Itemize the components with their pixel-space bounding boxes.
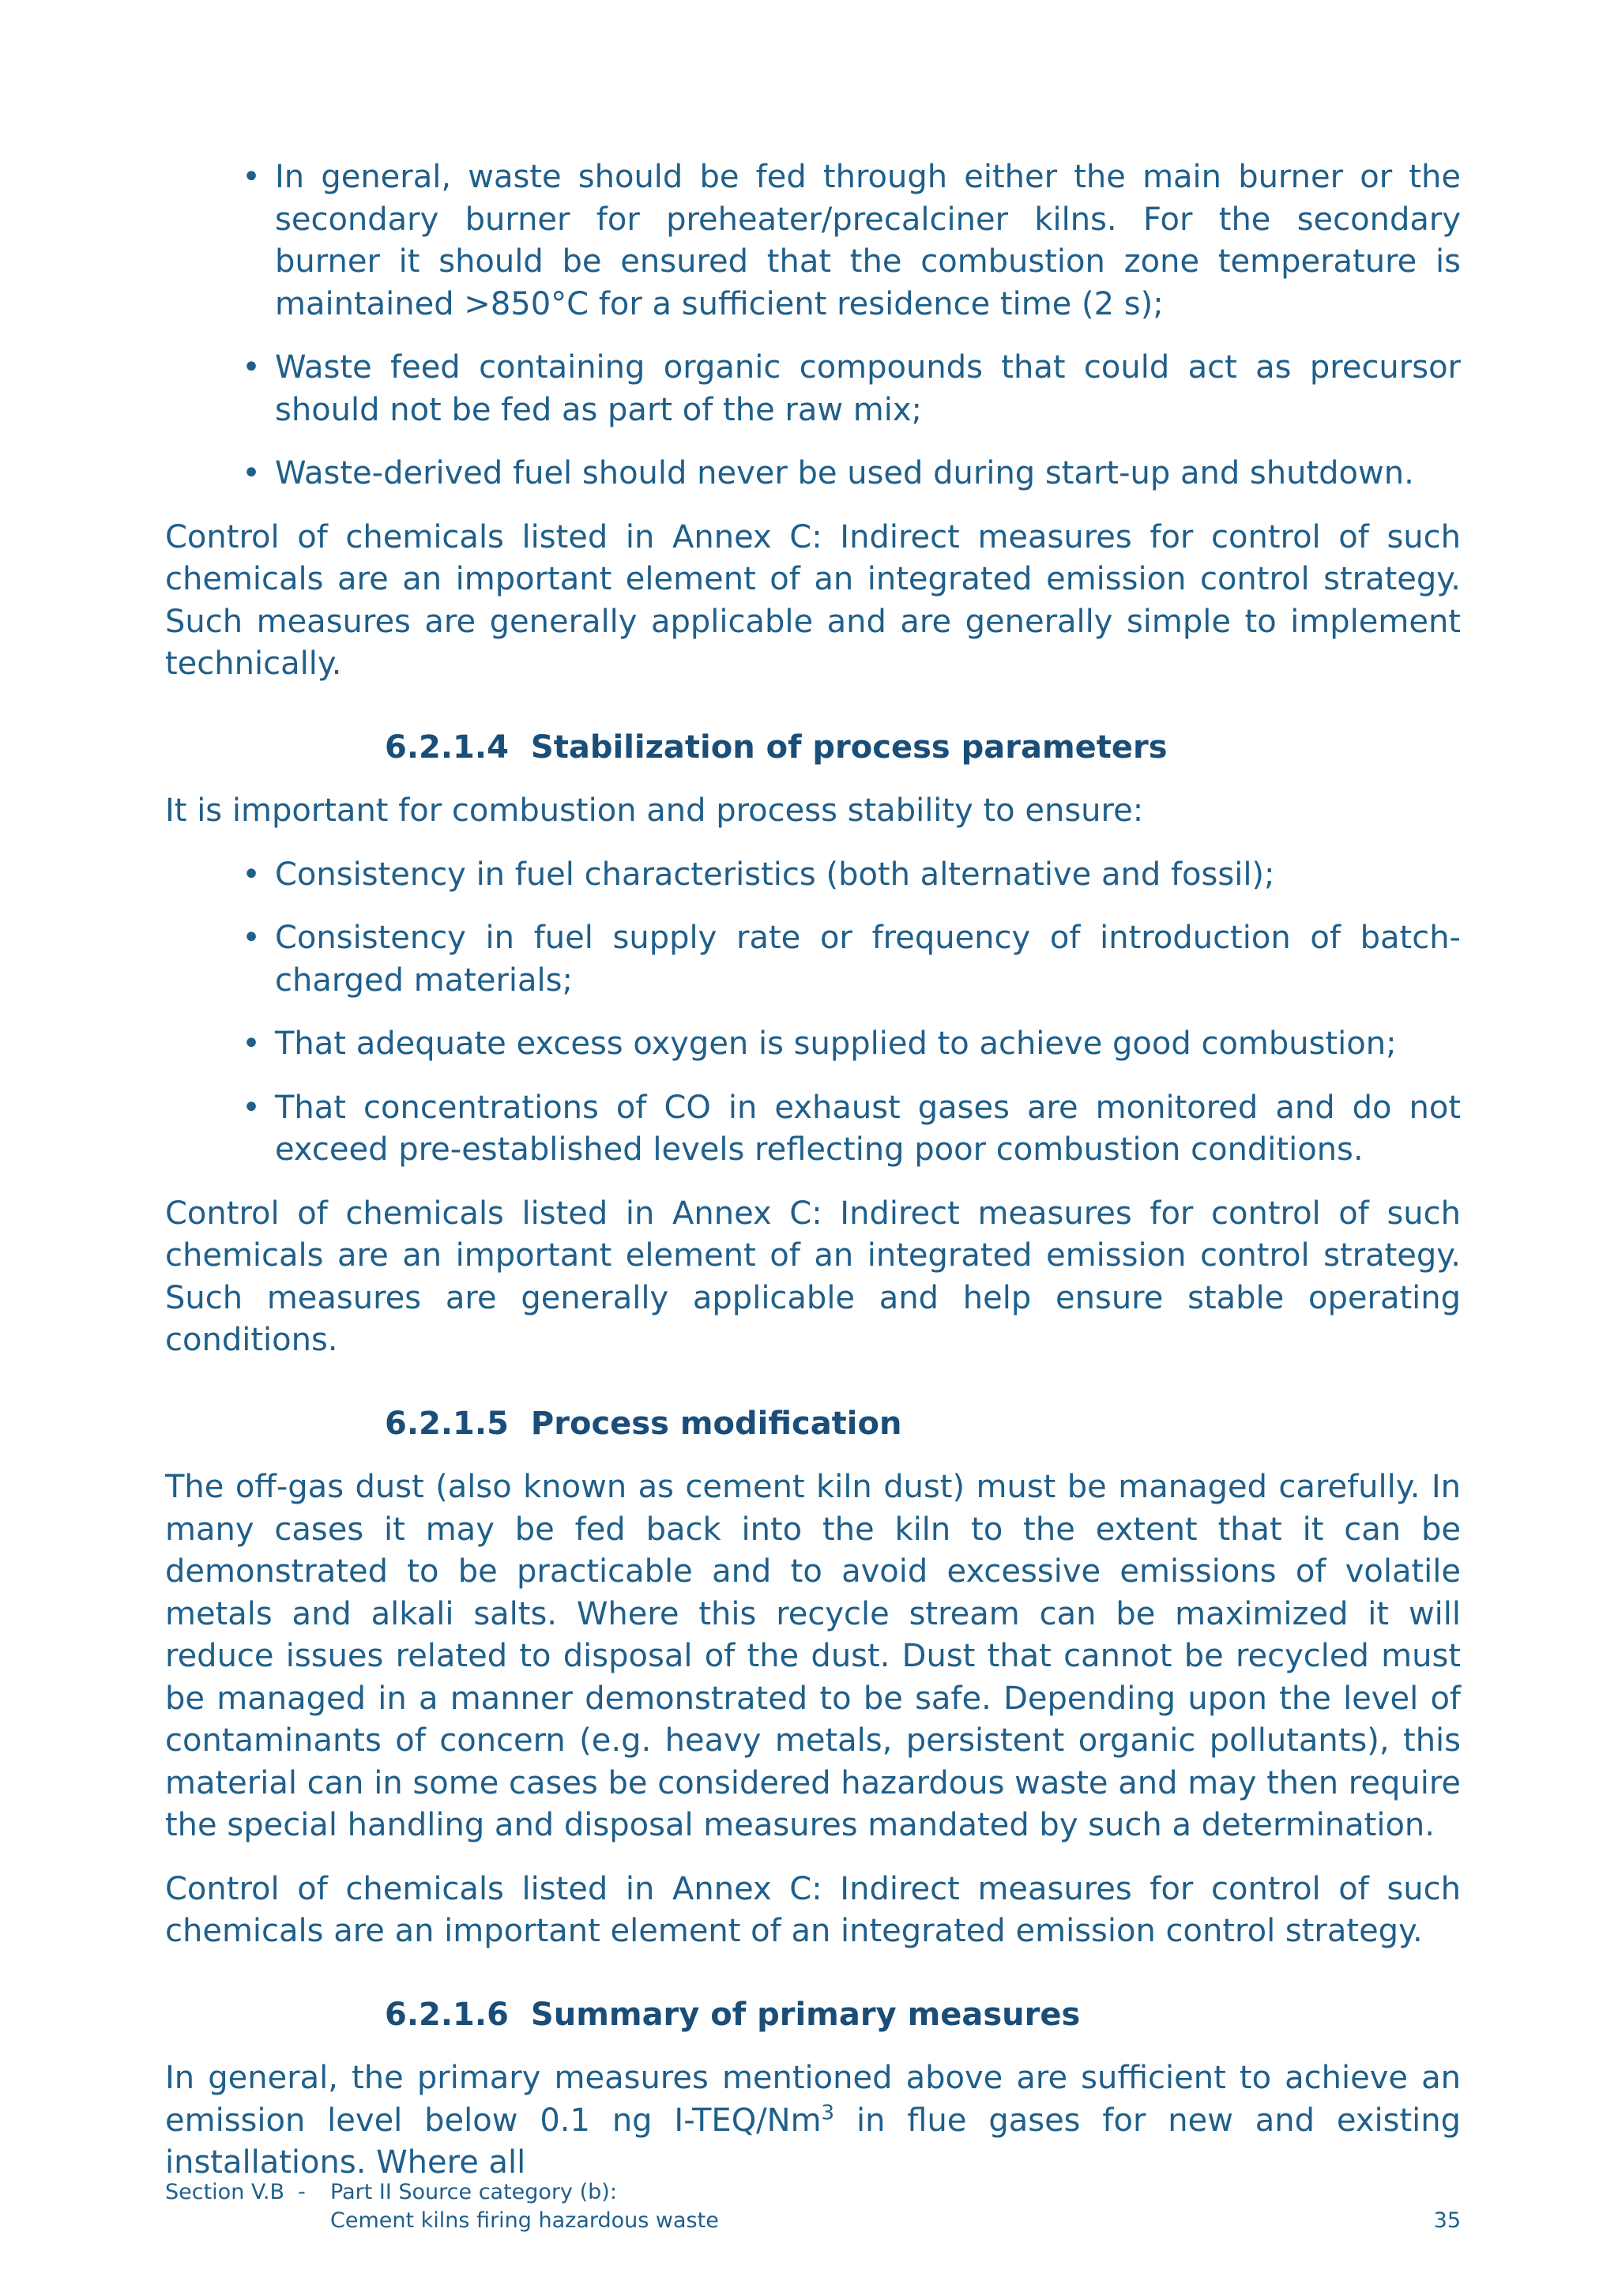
bullet-list-stability (165, 854, 1461, 1172)
bullet-icon: • (242, 455, 261, 491)
list-item-text: Waste feed containing organic compounds that could act as precursor should not be fed as part of the raw mix; (275, 349, 1461, 428)
section-heading-6-2-1-6 (385, 1994, 1461, 2037)
paragraph-control-annex-c: Control of chemicals listed in Annex C: Indirect measures for control of such chemicals are an important element of an integrated emission control strategy. (165, 1870, 1461, 1949)
section-title: Stabilization of process parameters (530, 728, 1168, 766)
section-title: Process modification (530, 1405, 902, 1442)
list-item-text: Consistency in fuel characteristics (both alternative and fossil); (275, 856, 1275, 893)
list-item (165, 1087, 1461, 1172)
list-item (165, 453, 1461, 495)
paragraph-summary (165, 2057, 1461, 2185)
paragraph-control-annex-c: Control of chemicals listed in Annex C: Indirect measures for control of such chemicals are an important element of an integrated emission control strategy. Such measures are generally applicable and help ensure stable operating conditions. (165, 1195, 1461, 1358)
list-item-text: That adequate excess oxygen is supplied to achieve good combustion; (275, 1026, 1397, 1062)
list-item-text: Consistency in fuel supply rate or frequency of introduction of batch-charged materials; (275, 920, 1461, 999)
bullet-icon: • (242, 856, 261, 893)
list-item (165, 854, 1461, 897)
section-title: Summary of primary measures (530, 1996, 1081, 2033)
page-number: 35 (1433, 2208, 1461, 2233)
paragraph-control-annex-c: Control of chemicals listed in Annex C: Indirect measures for control of such chemicals are an important element of an integrated emission control strategy. Such measures are generally applicable and are generally simple to implement technically. (165, 518, 1461, 682)
bullet-icon: • (242, 920, 261, 956)
list-item (165, 347, 1461, 431)
page-content (165, 156, 1461, 2206)
section-heading-6-2-1-5 (385, 1403, 1461, 1446)
footer-category (330, 2178, 719, 2235)
footer-category-line: Cement kilns firing hazardous waste (330, 2208, 719, 2233)
superscript-exponent: 3 (821, 2101, 835, 2125)
paragraph-stability-intro: It is important for combustion and process stability to ensure: (165, 792, 1144, 829)
section-number: 6.2.1.5 (385, 1405, 509, 1442)
paragraph-kiln-dust: The off-gas dust (also known as cement kiln dust) must be managed carefully. In many cases it may be fed back into the kiln to the extent that it can be demonstrated to be practicable and to avoid excessive emissions of volatile metals and alkali salts. Where this recycle stream can be maximized it will reduce issues related to disposal of the dust. Dust that cannot be recycled must be managed in a manner demonstrated to be safe. Depending upon the level of contaminants of concern (e.g. heavy metals, persistent organic pollutants), this material can in some cases be considered hazardous waste and may then require the special handling and disposal measures mandated by such a determination. (165, 1469, 1461, 1843)
section-heading-6-2-1-4 (385, 727, 1461, 770)
list-item (165, 156, 1461, 326)
section-number: 6.2.1.6 (385, 1996, 509, 2033)
list-item-text: In general, waste should be fed through either the main burner or the secondary burner for preheater/precalciner kilns. For the secondary burner it should be ensured that the combustion zone temperature is maintained >850°C for a sufficient residence time (2 s); (275, 159, 1461, 322)
bullet-icon: • (242, 349, 261, 386)
footer-category-line: Part II Source category (b): (330, 2180, 617, 2204)
footer-section-label: Section V.B (165, 2180, 284, 2204)
bullet-list-waste-feed (165, 156, 1461, 495)
list-item (165, 917, 1461, 1002)
summary-text-start: In general, the primary measures mentioned above are sufficient to achieve an emission level below 0.1 ng I-TEQ/Nm (165, 2060, 1461, 2139)
footer-separator: - (298, 2180, 306, 2204)
summary-text-end: in flue gases for new and existing installations. Where all (165, 2102, 1461, 2181)
list-item (165, 1023, 1461, 1066)
bullet-icon: • (242, 1026, 261, 1062)
bullet-icon: • (242, 1089, 261, 1126)
section-number: 6.2.1.4 (385, 728, 509, 766)
list-item-text: That concentrations of CO in exhaust gases are monitored and do not exceed pre-established levels reflecting poor combustion conditions. (275, 1089, 1461, 1168)
bullet-icon: • (242, 159, 261, 195)
list-item-text: Waste-derived fuel should never be used during start-up and shutdown. (275, 455, 1414, 491)
